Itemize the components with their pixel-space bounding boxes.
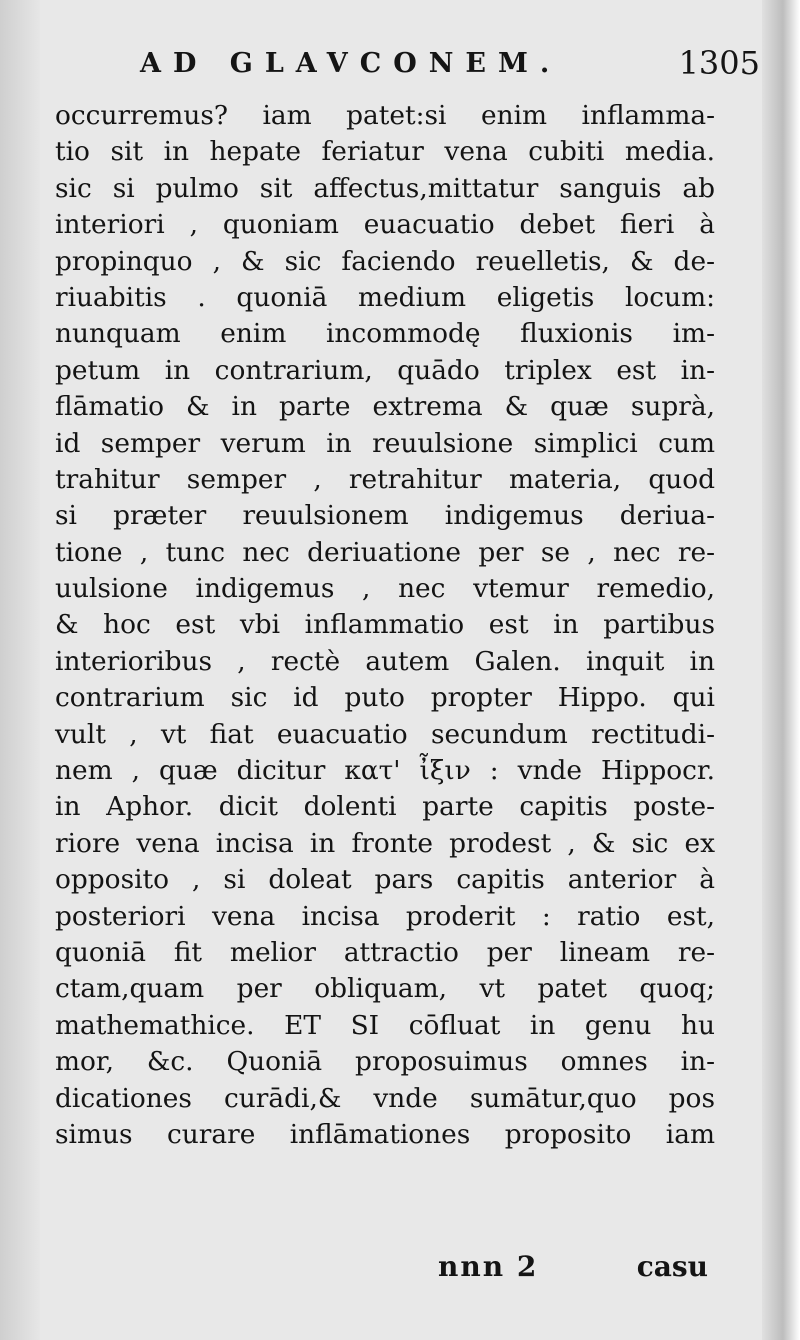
text-line: tio sit in hepate feriatur vena cubiti media. [55, 136, 715, 168]
text-line: uulsione indigemus , nec vtemur remedio, [55, 573, 715, 605]
page-footer [438, 1250, 708, 1290]
text-line: dicationes curādi,& vnde sumātur,quo pos [55, 1082, 715, 1114]
text-line: id semper verum in reuulsione simplici cum [55, 427, 715, 459]
page-header [140, 44, 760, 94]
page-number: 1305 [678, 44, 760, 82]
text-line: petum in contrarium, quādo triplex est in- [55, 354, 715, 386]
catchword: casu [636, 1250, 708, 1283]
text-line: posteriori vena incisa proderit : ratio est, [55, 900, 715, 932]
text-line: si præter reuulsionem indigemus deriua- [55, 500, 715, 532]
text-line: ctam,quam per obliquam, vt patet quoq; [55, 973, 715, 1005]
running-head: AD GLAVCONEM. [140, 48, 562, 79]
page-gutter-shadow [0, 0, 40, 1340]
text-line: interioribus , rectè autem Galen. inquit in [55, 645, 715, 677]
text-line: in Aphor. dicit dolenti parte capitis poste- [55, 791, 715, 823]
text-line: quoniā fit melior attractio per lineam re- [55, 936, 715, 968]
text-line: contrarium sic id puto propter Hippo. qui [55, 682, 715, 714]
text-line: nunquam enim incommodę fluxionis im- [55, 318, 715, 350]
page-edge-shadow [762, 0, 800, 1340]
text-line: vult , vt fiat euacuatio secundum rectitudi- [55, 718, 715, 750]
text-line: trahitur semper , retrahitur materia, quod [55, 463, 715, 495]
text-line: riuabitis . quoniā medium eligetis locum: [55, 281, 715, 313]
text-line: nem , quæ dicitur κατ' ἶξιν : vnde Hippocr. [55, 755, 715, 787]
text-line: tione , tunc nec deriuatione per se , nec re- [55, 536, 715, 568]
text-line: occurremus? iam patet:si enim inflamma- [55, 100, 715, 131]
body-text [55, 98, 715, 1153]
text-line: & hoc est vbi inflammatio est in partibus [55, 609, 715, 641]
text-line: mathemathice. ET SI cōfluat in genu hu [55, 1009, 715, 1041]
text-line: interiori , quoniam euacuatio debet fieri à [55, 209, 715, 241]
text-line: mor, &c. Quoniā proposuimus omnes in- [55, 1046, 715, 1078]
text-line: opposito , si doleat pars capitis anterior à [55, 864, 715, 896]
text-line: simus curare inflāmationes proposito iam [55, 1118, 715, 1150]
text-line: flāmatio & in parte extrema & quæ suprà, [55, 391, 715, 423]
text-line: riore vena incisa in fronte prodest , & sic ex [55, 827, 715, 859]
text-line: sic si pulmo sit affectus,mittatur sanguis ab [55, 172, 715, 204]
signature-mark: nnn 2 [438, 1250, 539, 1283]
text-line: propinquo , & sic faciendo reuelletis, & de- [55, 245, 715, 277]
